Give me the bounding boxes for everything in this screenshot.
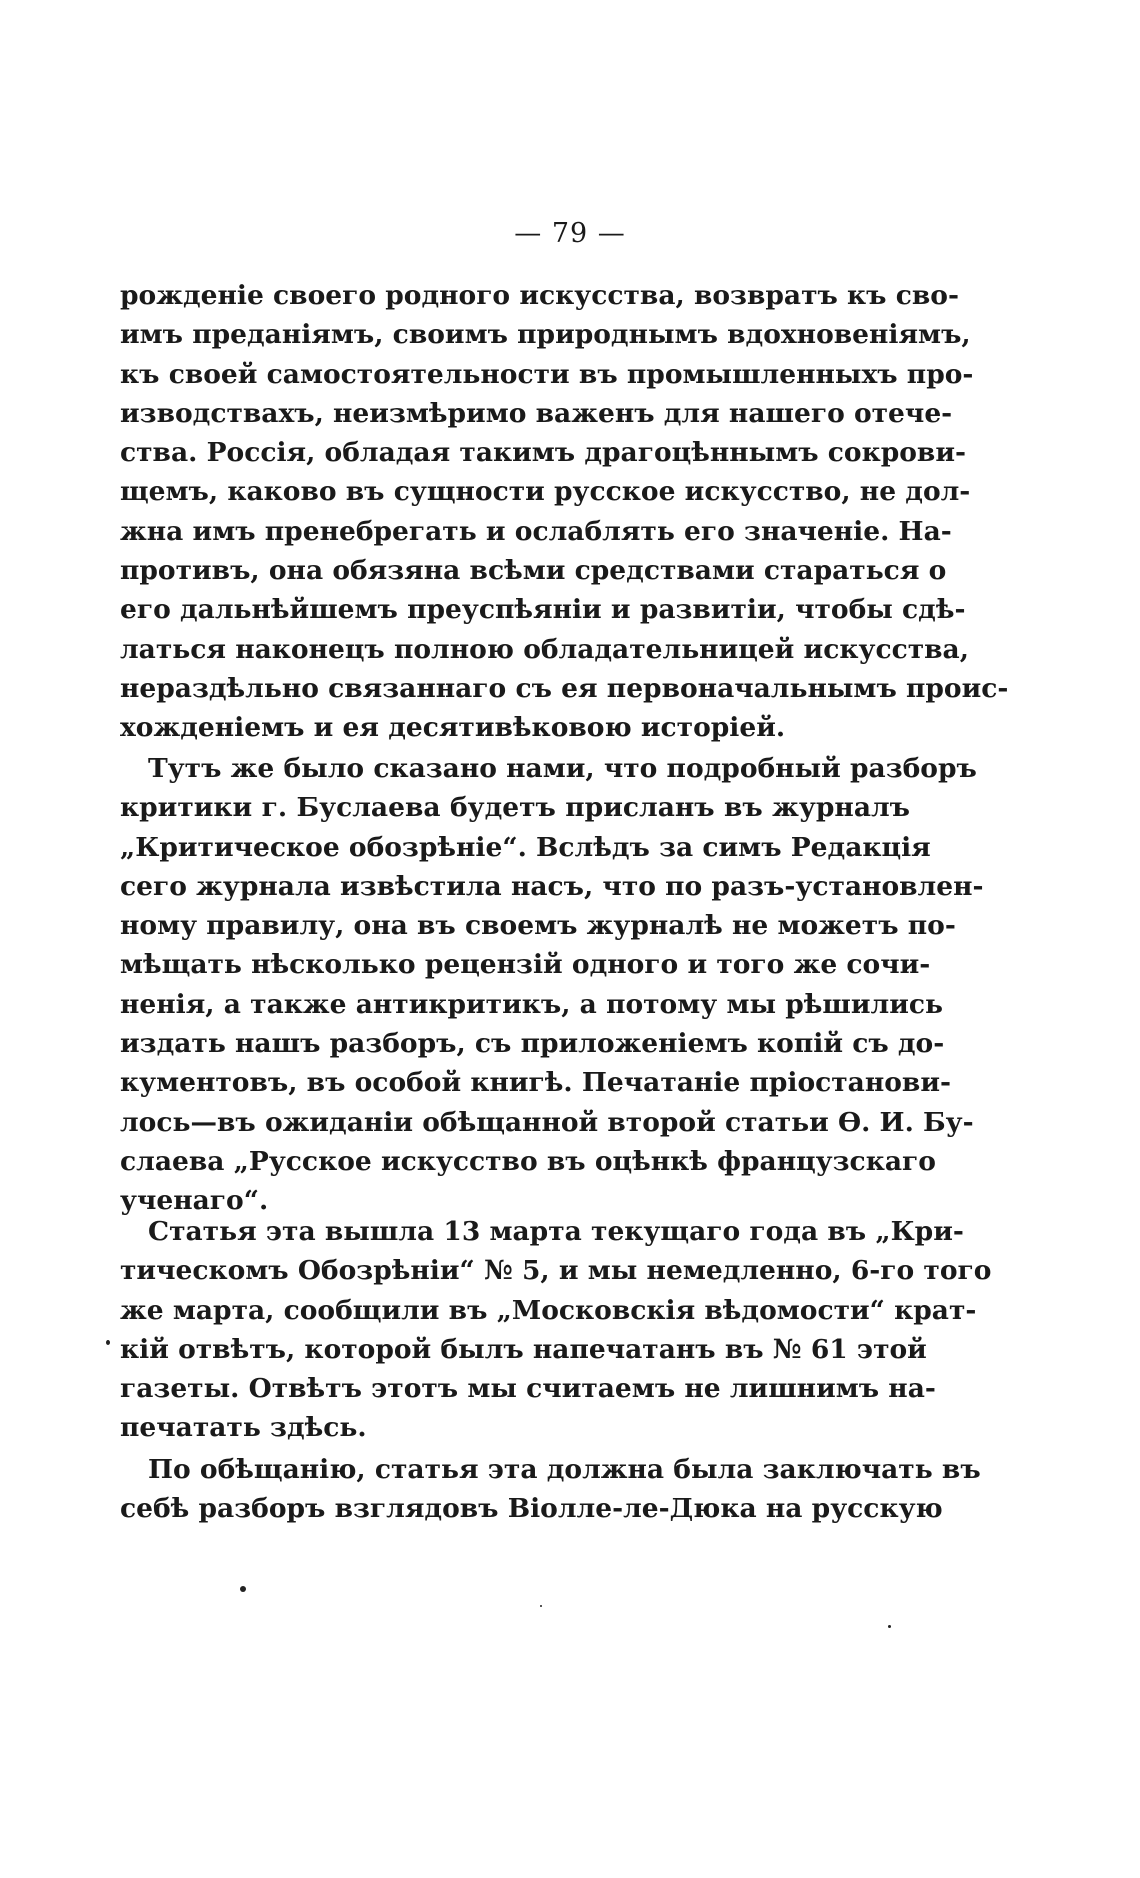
ink-speck [106,1340,110,1345]
text-line: хожденіемъ и ея десятивѣковою исторіей. [120,712,786,744]
text-line: Статья эта вышла 13 марта текущаго года въ „Кри- [148,1216,964,1247]
page-number: — 79 — [514,218,626,249]
text-line: къ своей самостоятельности въ промышленныхъ про- [120,358,974,390]
text-line: ному правилу, она въ своемъ журналѣ не можетъ по- [120,910,956,942]
text-line: ненія, а также антикритикъ, а потому мы рѣшились [120,988,944,1020]
text-line: ученаго“. [120,1185,269,1217]
text-line: кументовъ, въ особой книгѣ. Печатаніе пріостанови- [120,1067,951,1099]
text-line: критики г. Буслаева будетъ присланъ въ журналъ [120,792,910,824]
text-line: имъ преданіямъ, своимъ природнымъ вдохновеніямъ, [120,319,971,351]
paragraph-4 [120,1450,981,1529]
text-line: печатать здѣсь. [120,1412,367,1444]
text-line: газеты. Отвѣтъ этотъ мы считаемъ не лишнимъ на- [120,1373,936,1405]
ink-speck [888,1625,891,1628]
text-line: щемъ, каково въ сущности русское искусство, не дол- [120,476,971,508]
text-line: рожденіе своего родного искусства, возвратъ къ сво- [120,280,959,311]
text-line: сего журнала извѣстила насъ, что по разъ-установлен- [120,870,984,902]
text-line: ства. Россія, обладая такимъ драгоцѣннымъ сокрови- [120,437,966,469]
text-line: его дальнѣйшемъ преуспѣяніи и развитіи, чтобы сдѣ- [120,594,966,626]
ink-speck [540,1605,542,1607]
paragraph-2 [120,749,984,1221]
paragraph-1 [120,276,1009,748]
text-line: кій отвѣтъ, которой былъ напечатанъ въ № 61 этой [120,1333,927,1365]
text-line: жна имъ пренебрегать и ослаблять его значеніе. На- [120,515,952,547]
text-line: же марта, сообщили въ „Московскія вѣдомости“ крат- [120,1294,977,1326]
paragraph-3 [120,1212,992,1448]
text-line: себѣ разборъ взглядовъ Віолле-ле-Дюка на русскую [120,1493,943,1525]
text-line: латься наконецъ полною обладательницей искусства, [120,633,969,665]
text-line: лось—въ ожиданіи обѣщанной второй статьи Ѳ. И. Бу- [120,1106,974,1138]
text-line: „Критическое обозрѣніе“. Вслѣдъ за симъ Редакція [120,831,931,863]
text-line: По обѣщанію, статья эта должна была заключать въ [148,1454,981,1485]
text-line: издать нашъ разборъ, съ приложеніемъ копій съ до- [120,1028,945,1060]
text-line: нераздѣльно связаннаго съ ея первоначальнымъ проис- [120,672,1009,704]
text-line: противъ, она обязяна всѣми средствами стараться о [120,555,947,587]
text-line: мѣщать нѣсколько рецензій одного и того же сочи- [120,949,931,981]
text-line: Тутъ же было сказано нами, что подробный разборъ [148,753,977,784]
text-line: изводствахъ, неизмѣримо важенъ для нашего отече- [120,397,953,429]
ink-speck [240,1586,246,1592]
text-line: тическомъ Обозрѣніи“ № 5, и мы немедленно, 6-го того [120,1255,992,1287]
text-line: слаева „Русское искусство въ оцѣнкѣ французскаго [120,1145,936,1177]
